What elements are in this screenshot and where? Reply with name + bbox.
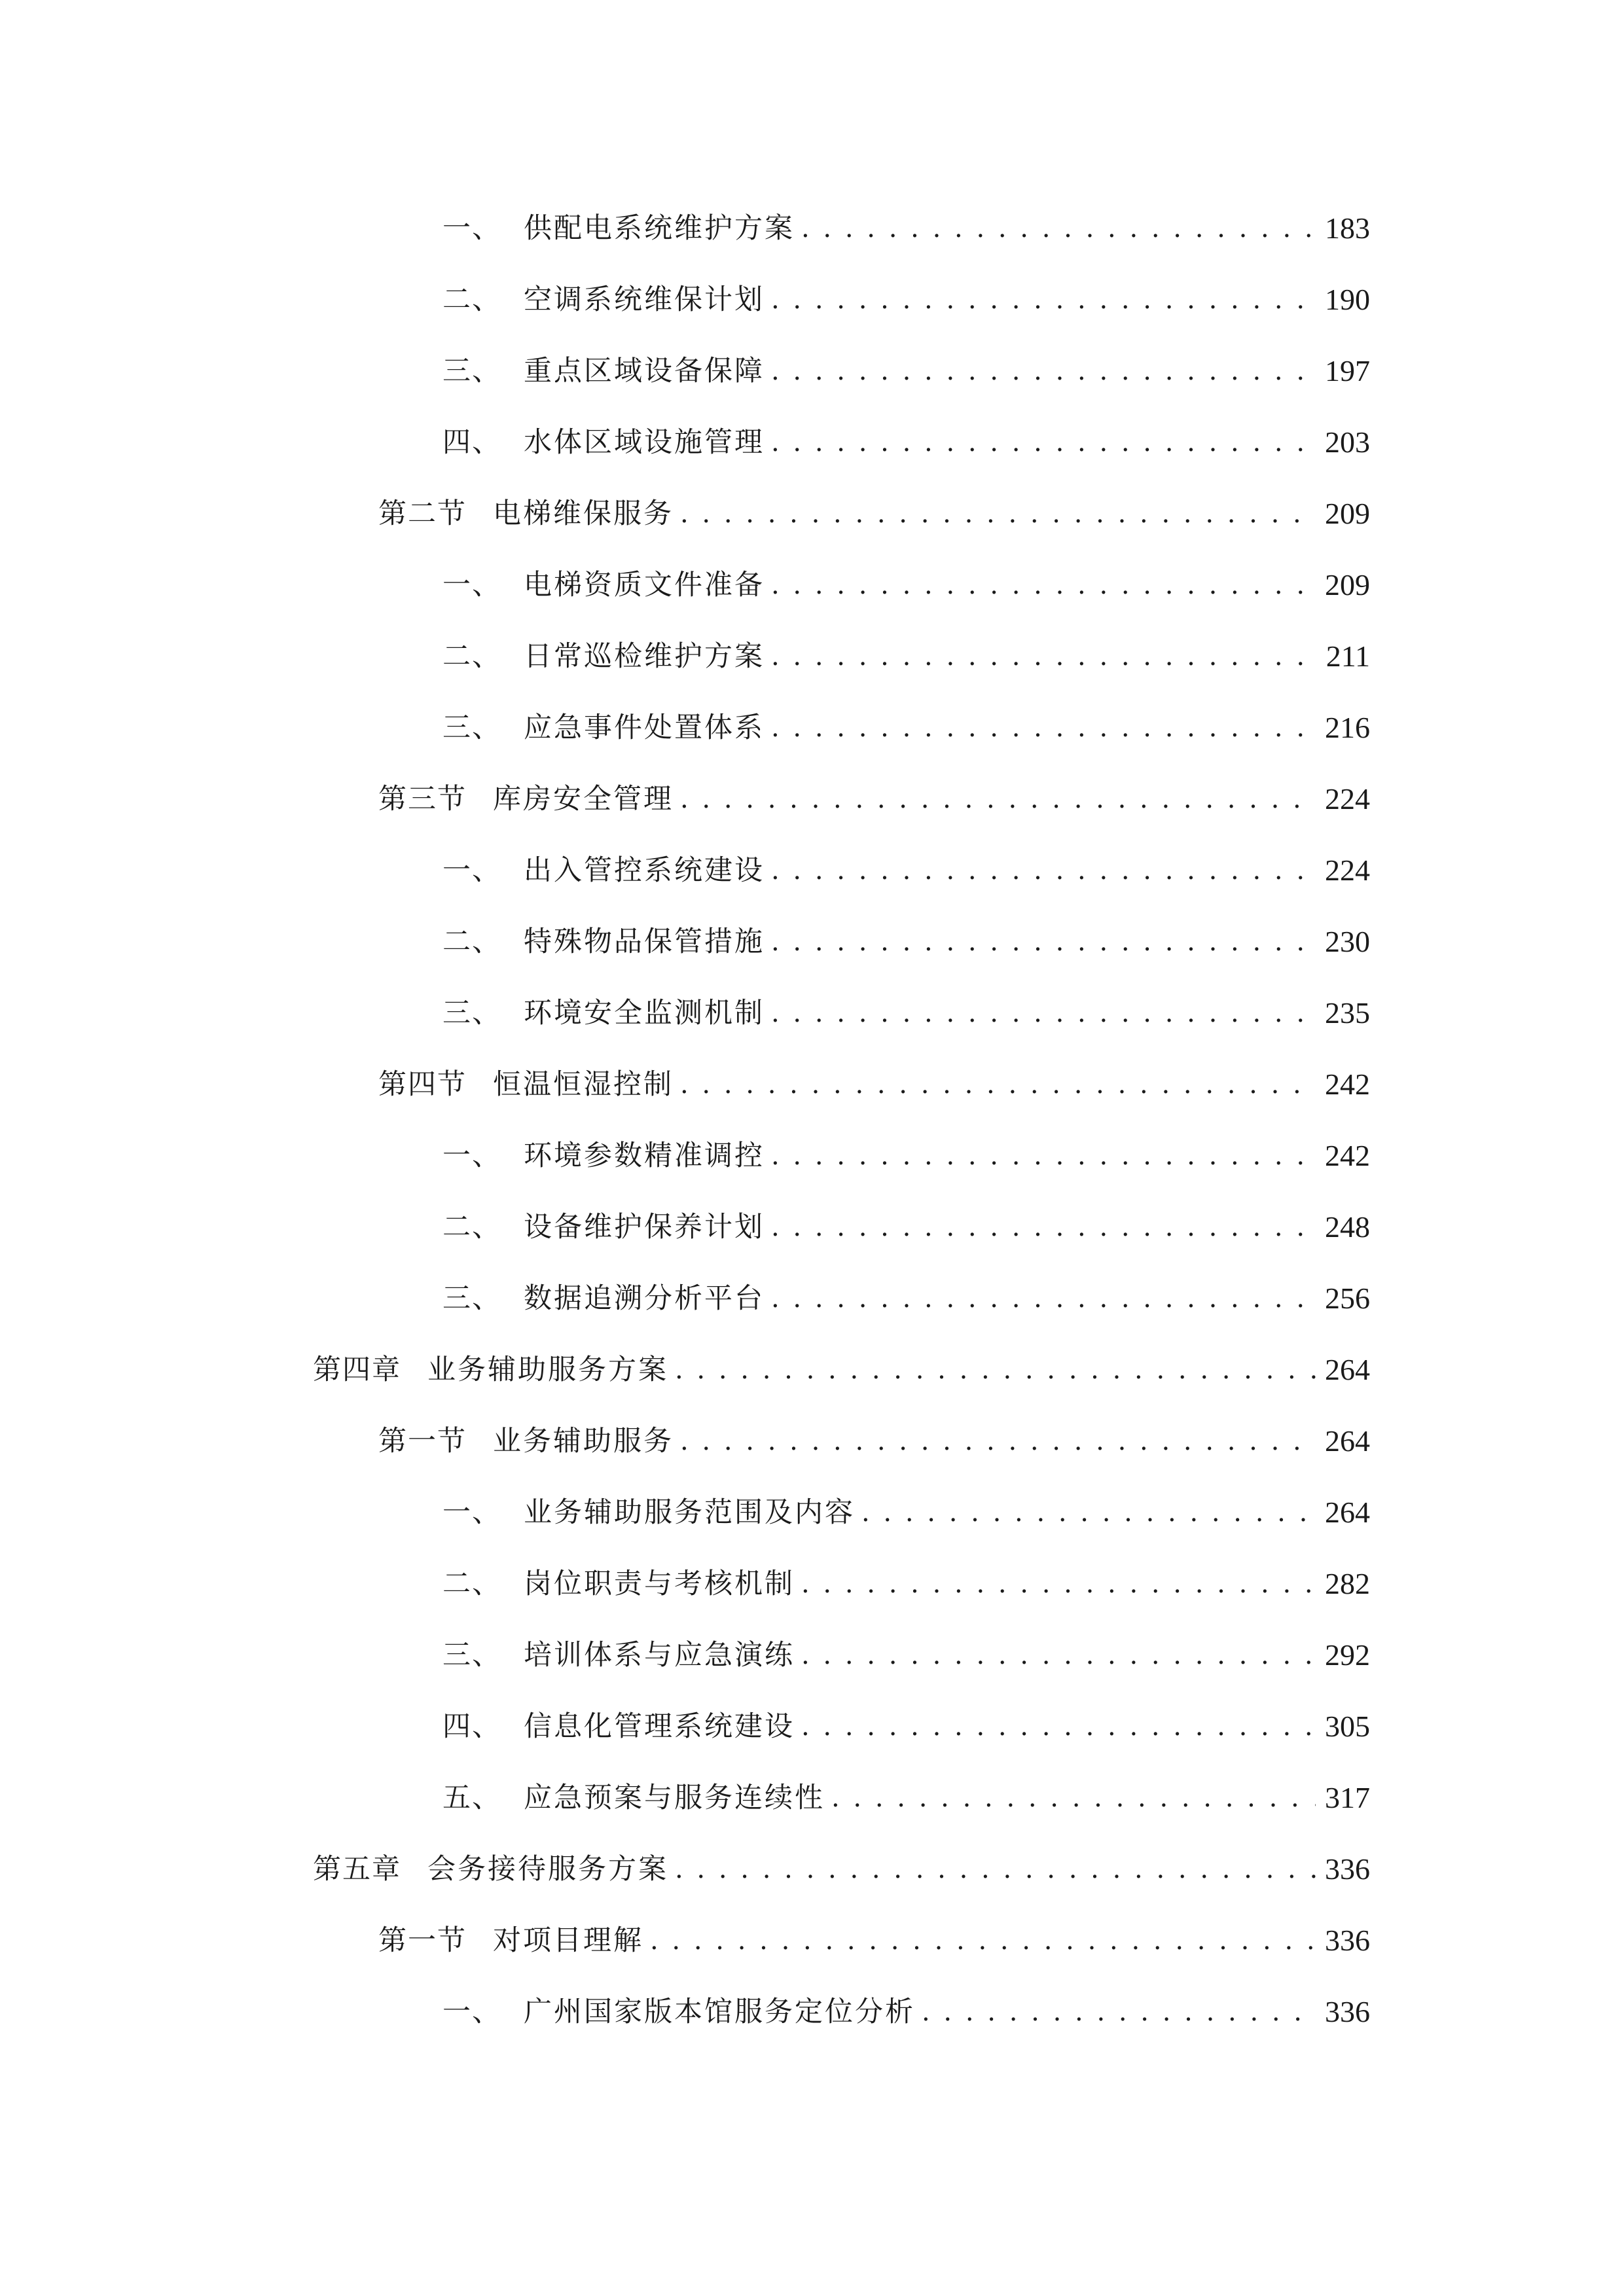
entry-title: 设备维护保养计划 — [524, 1211, 765, 1244]
dot-leader — [771, 1133, 1316, 1179]
entry-number: 四、 — [442, 426, 501, 459]
entry-title: 岗位职责与考核机制 — [524, 1568, 795, 1600]
entry-page-number: 336 — [1325, 1924, 1370, 1957]
toc-entry[interactable] — [442, 1490, 1370, 1535]
entry-number: 第五章 — [313, 1853, 401, 1886]
entry-page-number: 264 — [1325, 1424, 1370, 1458]
entry-title: 供配电系统维护方案 — [524, 212, 795, 245]
entry-number: 二、 — [442, 925, 501, 958]
toc-entry[interactable] — [442, 420, 1370, 465]
toc-entry[interactable] — [442, 206, 1370, 251]
entry-page-number: 235 — [1325, 996, 1370, 1030]
toc-entry[interactable] — [442, 705, 1370, 751]
entry-number: 第二节 — [378, 497, 467, 530]
entry-page-number: 209 — [1325, 568, 1370, 601]
entry-page-number: 197 — [1325, 354, 1370, 387]
entry-title: 空调系统维保计划 — [524, 283, 765, 316]
dot-leader — [831, 1775, 1316, 1821]
dot-leader — [771, 1276, 1316, 1321]
dot-leader — [680, 1418, 1316, 1464]
entry-title: 应急预案与服务连续性 — [524, 1782, 825, 1814]
dot-leader — [771, 634, 1317, 679]
entry-page-number: 248 — [1325, 1210, 1370, 1244]
entry-number: 一、 — [442, 1996, 501, 2028]
entry-title: 应急事件处置体系 — [524, 711, 765, 744]
entry-page-number: 305 — [1325, 1710, 1370, 1743]
entry-number: 三、 — [442, 711, 501, 744]
dot-leader — [680, 491, 1316, 537]
dot-leader — [675, 1846, 1316, 1892]
entry-title: 业务辅助服务范围及内容 — [524, 1496, 855, 1529]
entry-title: 电梯资质文件准备 — [524, 569, 765, 601]
entry-title: 重点区域设备保障 — [524, 355, 765, 387]
dot-leader — [801, 1561, 1316, 1607]
entry-page-number: 190 — [1325, 283, 1370, 316]
entry-title: 恒温恒湿控制 — [493, 1068, 674, 1101]
entry-title: 环境参数精准调控 — [524, 1139, 765, 1172]
toc-entry[interactable] — [378, 1062, 1370, 1107]
entry-page-number: 256 — [1325, 1282, 1370, 1315]
toc-entry[interactable] — [442, 1133, 1370, 1179]
entry-number: 三、 — [442, 997, 501, 1030]
entry-page-number: 292 — [1325, 1638, 1370, 1672]
toc-entry[interactable] — [378, 491, 1370, 537]
entry-number: 三、 — [442, 1282, 501, 1315]
entry-number: 一、 — [442, 1139, 501, 1172]
entry-title: 数据追溯分析平台 — [524, 1282, 765, 1315]
dot-leader — [650, 1918, 1316, 1964]
toc-entry[interactable] — [442, 1276, 1370, 1321]
toc-entry[interactable] — [442, 1561, 1370, 1607]
dot-leader — [771, 705, 1316, 751]
entry-number: 五、 — [442, 1782, 501, 1814]
toc-entry[interactable] — [313, 1846, 1370, 1892]
entry-number: 第四节 — [378, 1068, 467, 1101]
entry-title: 广州国家版本馆服务定位分析 — [524, 1996, 915, 2028]
entry-page-number: 183 — [1325, 211, 1370, 245]
dot-leader — [922, 1989, 1316, 2035]
entry-page-number: 242 — [1325, 1067, 1370, 1101]
dot-leader — [771, 420, 1316, 465]
entry-page-number: 224 — [1325, 853, 1370, 887]
entry-number: 三、 — [442, 355, 501, 387]
toc-entry[interactable] — [442, 1989, 1370, 2035]
dot-leader — [801, 1632, 1316, 1678]
entry-title: 库房安全管理 — [493, 783, 674, 816]
dot-leader — [771, 919, 1316, 965]
toc-entry[interactable] — [442, 1704, 1370, 1749]
entry-number: 一、 — [442, 1496, 501, 1529]
entry-title: 业务辅助服务方案 — [427, 1354, 668, 1386]
dot-leader — [675, 1347, 1316, 1393]
dot-leader — [801, 206, 1316, 251]
toc-entry[interactable] — [442, 277, 1370, 323]
entry-title: 信息化管理系统建设 — [524, 1710, 795, 1743]
entry-title: 对项目理解 — [493, 1924, 643, 1957]
dot-leader — [861, 1490, 1316, 1535]
entry-number: 一、 — [442, 212, 501, 245]
entry-number: 第三节 — [378, 783, 467, 816]
entry-number: 二、 — [442, 640, 501, 673]
entry-number: 一、 — [442, 569, 501, 601]
toc-entry[interactable] — [378, 1418, 1370, 1464]
entry-number: 第一节 — [378, 1425, 467, 1458]
dot-leader — [680, 776, 1316, 822]
entry-title: 水体区域设施管理 — [524, 426, 765, 459]
toc-entry[interactable] — [442, 990, 1370, 1036]
entry-number: 一、 — [442, 854, 501, 887]
entry-title: 特殊物品保管措施 — [524, 925, 765, 958]
dot-leader — [771, 990, 1316, 1036]
entry-page-number: 242 — [1325, 1139, 1370, 1172]
toc-entry[interactable] — [442, 1204, 1370, 1250]
toc-entry[interactable] — [378, 776, 1370, 822]
entry-number: 四、 — [442, 1710, 501, 1743]
entry-page-number: 264 — [1325, 1353, 1370, 1386]
entry-number: 第四章 — [313, 1354, 401, 1386]
dot-leader — [771, 277, 1316, 323]
entry-title: 电梯维保服务 — [493, 497, 674, 530]
entry-number: 二、 — [442, 1568, 501, 1600]
toc-entry[interactable] — [442, 1775, 1370, 1821]
entry-page-number: 209 — [1325, 497, 1370, 530]
entry-title: 业务辅助服务 — [493, 1425, 674, 1458]
entry-page-number: 230 — [1325, 925, 1370, 958]
toc-entry[interactable] — [378, 1918, 1370, 1964]
entry-page-number: 317 — [1325, 1781, 1370, 1814]
toc-entry[interactable] — [442, 634, 1370, 679]
entry-page-number: 336 — [1325, 1995, 1370, 2028]
dot-leader — [801, 1704, 1316, 1749]
entry-page-number: 282 — [1325, 1567, 1370, 1600]
entry-page-number: 211 — [1326, 639, 1370, 673]
toc-entry[interactable] — [313, 1347, 1370, 1393]
entry-page-number: 203 — [1325, 425, 1370, 459]
entry-title: 出入管控系统建设 — [524, 854, 765, 887]
dot-leader — [771, 348, 1316, 394]
entry-title: 日常巡检维护方案 — [524, 640, 765, 673]
entry-page-number: 336 — [1325, 1852, 1370, 1886]
entry-page-number: 224 — [1325, 782, 1370, 816]
entry-title: 环境安全监测机制 — [524, 997, 765, 1030]
toc-entry[interactable] — [442, 848, 1370, 893]
dot-leader — [771, 848, 1316, 893]
dot-leader — [680, 1062, 1316, 1107]
dot-leader — [771, 1204, 1316, 1250]
entry-title: 培训体系与应急演练 — [524, 1639, 795, 1672]
toc-entry[interactable] — [442, 1632, 1370, 1678]
entry-page-number: 264 — [1325, 1496, 1370, 1529]
entry-number: 二、 — [442, 283, 501, 316]
entry-title: 会务接待服务方案 — [427, 1853, 668, 1886]
entry-number: 第一节 — [378, 1924, 467, 1957]
toc-entry[interactable] — [442, 919, 1370, 965]
entry-number: 三、 — [442, 1639, 501, 1672]
entry-number: 二、 — [442, 1211, 501, 1244]
toc-entry[interactable] — [442, 348, 1370, 394]
entry-page-number: 216 — [1325, 711, 1370, 744]
dot-leader — [771, 562, 1316, 608]
toc-entry[interactable] — [442, 562, 1370, 608]
